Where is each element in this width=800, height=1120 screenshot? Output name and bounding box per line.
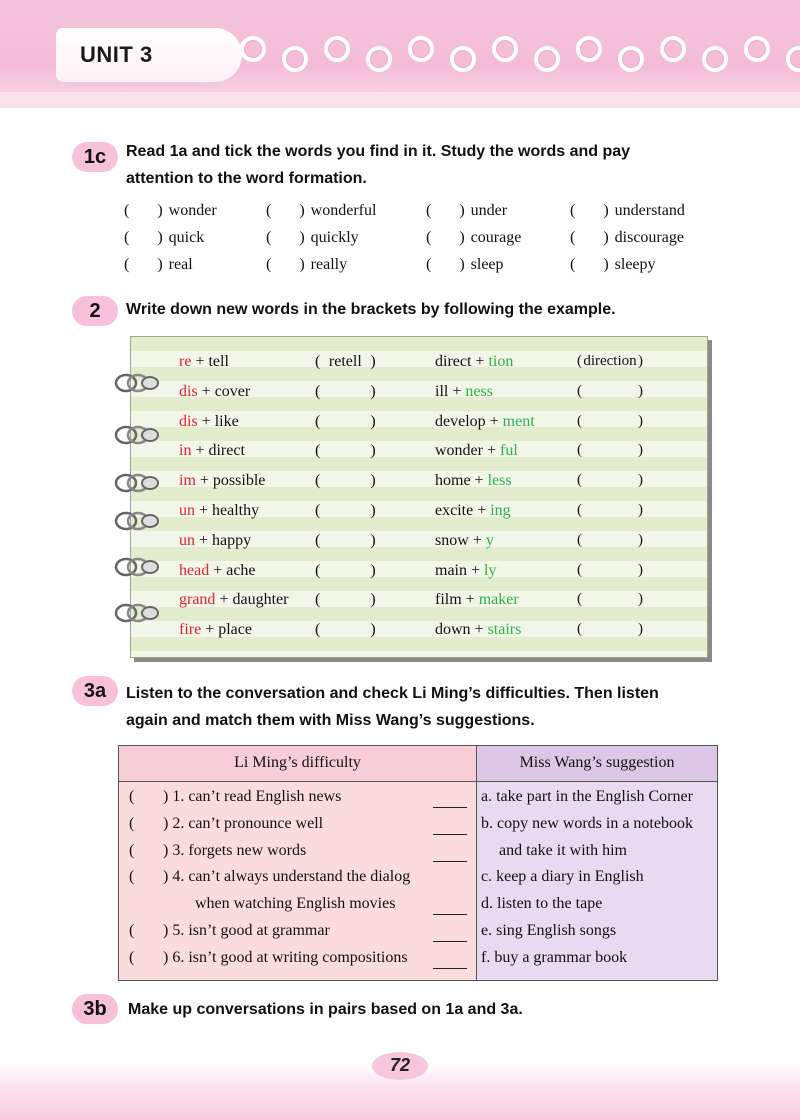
answer-bracket-left[interactable] — [315, 621, 383, 639]
notebook-row — [131, 617, 709, 647]
root: direct + — [435, 353, 489, 370]
close-bracket: ) — [638, 502, 643, 518]
matching-table — [118, 745, 718, 981]
close-bracket: ) — [299, 202, 305, 219]
page-number: 72 — [389, 1055, 411, 1075]
open-bracket: ( — [266, 229, 272, 246]
answer-bracket-left[interactable] — [315, 562, 383, 580]
suggestion-text: f. buy a grammar book — [481, 948, 628, 966]
answer-bracket-left[interactable] — [315, 383, 383, 401]
prefix: un — [179, 531, 195, 549]
unit-title: UNIT 3 — [80, 42, 153, 67]
instruction-3a — [126, 680, 726, 734]
word-item[interactable] — [426, 256, 504, 274]
open-bracket: ( — [315, 502, 321, 519]
word-text: quick — [168, 229, 205, 246]
prefix: dis — [179, 412, 198, 430]
word-item[interactable] — [570, 202, 685, 220]
root: + place — [201, 621, 252, 639]
open-bracket: ( — [426, 256, 432, 273]
prefix: un — [179, 502, 195, 519]
suffix: ful — [500, 442, 518, 460]
open-bracket: ( — [129, 788, 135, 805]
prefix-word — [179, 413, 239, 431]
notebook-row — [131, 438, 709, 468]
instruction-1c-line1: Read 1a and tick the words you find in it. Study the words and pay — [126, 143, 631, 160]
suggestion-text: e. sing English songs — [481, 922, 617, 939]
prefix-word — [179, 532, 251, 550]
difficulty-header: Li Ming’s difficulty — [234, 754, 361, 771]
word-text: wonder — [168, 202, 217, 219]
close-bracket: ) — [638, 412, 643, 429]
close-bracket: ) — [370, 353, 376, 370]
header-stripe — [0, 92, 800, 108]
answer-text: retell — [328, 353, 362, 370]
badge-1c: 1c — [72, 142, 118, 172]
spiral-ring-icon — [112, 510, 162, 532]
prefix: fire — [179, 621, 202, 639]
difficulty-text: ) 2. can’t pronounce well — [163, 814, 324, 832]
open-bracket: ( — [266, 256, 272, 273]
word-text: quickly — [310, 229, 359, 246]
difficulty-text: ) 4. can’t always understand the dialog — [163, 868, 411, 886]
open-bracket: ( — [129, 841, 135, 859]
word-text: courage — [470, 229, 522, 246]
close-bracket: ) — [638, 382, 643, 399]
close-bracket: ) — [638, 591, 643, 608]
word-text: discourage — [614, 229, 684, 246]
notebook-row — [131, 349, 709, 379]
open-bracket: ( — [315, 531, 321, 549]
difficulty-text: ) 5. isn’t good at grammar — [163, 922, 330, 939]
table-header-left — [119, 746, 477, 782]
suffix-word — [435, 353, 513, 371]
open-bracket: ( — [315, 442, 321, 460]
instruction-2: Write down new words in the brackets by following the example. — [126, 301, 616, 318]
answer-blank[interactable] — [433, 914, 467, 915]
word-item[interactable] — [570, 229, 684, 247]
answer-blank[interactable] — [433, 968, 467, 969]
close-bracket: ) — [370, 591, 376, 609]
open-bracket: ( — [577, 591, 582, 608]
open-bracket: ( — [426, 229, 432, 246]
open-bracket: ( — [315, 353, 321, 370]
suffix: ly — [484, 561, 497, 579]
answer-bracket-right[interactable] — [577, 442, 653, 459]
answer-bracket-left[interactable] — [315, 502, 383, 520]
answer-bracket-right[interactable] — [577, 502, 653, 519]
close-bracket: ) — [370, 472, 376, 490]
word-item[interactable] — [124, 229, 204, 247]
root: + happy — [195, 531, 252, 549]
answer-bracket-left[interactable] — [315, 442, 383, 460]
open-bracket: ( — [129, 948, 135, 966]
notebook-row — [131, 498, 709, 528]
root: develop + — [435, 412, 503, 430]
word-text: real — [168, 256, 193, 273]
answer-blank[interactable] — [433, 834, 467, 835]
root: ill + — [435, 382, 466, 400]
notebook-row — [131, 409, 709, 439]
close-bracket: ) — [157, 256, 163, 273]
prefix: dis — [179, 382, 198, 400]
instruction-3b: Make up conversations in pairs based on 1a and 3a. — [128, 1001, 523, 1018]
difficulty-column — [119, 782, 477, 980]
root: + like — [197, 412, 239, 430]
close-bracket: ) — [603, 256, 609, 273]
suffix-word — [435, 502, 511, 520]
notebook-row — [131, 379, 709, 409]
suffix-word — [435, 442, 518, 460]
open-bracket: ( — [315, 591, 321, 609]
close-bracket: ) — [459, 256, 465, 273]
ring-decoration — [576, 36, 602, 62]
close-bracket: ) — [603, 229, 609, 246]
close-bracket: ) — [299, 256, 305, 273]
close-bracket: ) — [370, 442, 376, 460]
close-bracket: ) — [638, 531, 643, 548]
close-bracket: ) — [459, 202, 465, 219]
word-item[interactable] — [570, 256, 656, 274]
open-bracket: ( — [129, 922, 135, 939]
suffix: y — [485, 531, 494, 549]
prefix-word — [179, 591, 288, 609]
open-bracket: ( — [577, 561, 582, 578]
suggestion-text: c. keep a diary in English — [481, 868, 644, 886]
notebook-row — [131, 468, 709, 498]
badge-3a: 3a — [72, 676, 118, 706]
answer-bracket-left[interactable] — [315, 353, 383, 371]
table-header-right — [477, 746, 717, 782]
answer-bracket-right[interactable] — [577, 532, 653, 549]
close-bracket: ) — [370, 412, 376, 430]
ring-decoration — [282, 46, 308, 72]
close-bracket: ) — [299, 229, 305, 246]
suffix: ment — [502, 412, 535, 430]
root: + tell — [191, 353, 229, 370]
close-bracket: ) — [638, 561, 643, 578]
difficulty-text: ) 6. isn’t good at writing compositions — [163, 948, 408, 966]
word-row — [124, 256, 724, 282]
word-formation-notebook — [130, 336, 708, 658]
close-bracket: ) — [370, 561, 376, 579]
answer-bracket-right[interactable] — [577, 621, 653, 638]
root: snow + — [435, 531, 486, 549]
spiral-ring-icon — [112, 556, 162, 578]
close-bracket: ) — [638, 472, 643, 489]
answer-bracket-right[interactable] — [577, 562, 653, 579]
root: excite + — [435, 502, 491, 519]
spiral-ring-icon — [112, 372, 162, 394]
suggestion-text: b. copy new words in a notebook — [481, 814, 693, 832]
open-bracket: ( — [577, 353, 582, 369]
root: down + — [435, 621, 488, 639]
close-bracket: ) — [638, 353, 643, 369]
open-bracket: ( — [577, 442, 582, 459]
open-bracket: ( — [426, 202, 432, 219]
close-bracket: ) — [370, 502, 376, 519]
root: + daughter — [215, 591, 289, 609]
ring-decoration — [744, 36, 770, 62]
suffix: ness — [465, 382, 493, 400]
ring-decoration — [786, 46, 800, 72]
close-bracket: ) — [370, 382, 376, 400]
answer-bracket-left[interactable] — [315, 472, 383, 490]
close-bracket: ) — [603, 202, 609, 219]
suggestion-text: a. take part in the English Corner — [481, 788, 693, 805]
close-bracket: ) — [638, 621, 643, 638]
answer-bracket-left[interactable] — [315, 532, 383, 550]
word-item[interactable] — [124, 202, 217, 220]
prefix-word — [179, 562, 256, 580]
word-text: understand — [614, 202, 685, 219]
open-bracket: ( — [570, 256, 576, 273]
open-bracket: ( — [315, 561, 321, 579]
word-text: under — [470, 202, 508, 219]
prefix-word — [179, 442, 245, 460]
word-item[interactable] — [266, 256, 347, 274]
open-bracket: ( — [124, 229, 130, 246]
ring-decoration — [408, 36, 434, 62]
open-bracket: ( — [570, 202, 576, 219]
ring-decoration — [618, 46, 644, 72]
root: wonder + — [435, 442, 501, 460]
suffix: stairs — [487, 621, 522, 639]
open-bracket: ( — [124, 202, 130, 219]
prefix-word — [179, 383, 250, 401]
word-item[interactable] — [426, 202, 507, 220]
open-bracket: ( — [315, 472, 321, 490]
badge-2: 2 — [72, 296, 118, 326]
word-text: really — [310, 256, 348, 273]
suffix: maker — [478, 591, 519, 609]
answer-bracket-right[interactable] — [577, 472, 653, 489]
suggestion-column — [477, 782, 717, 980]
ring-decoration — [240, 36, 266, 62]
spiral-ring-icon — [112, 424, 162, 446]
difficulty-text: ) 3. forgets new words — [163, 841, 307, 859]
prefix-word — [179, 502, 259, 520]
answer-blank[interactable] — [433, 807, 467, 808]
open-bracket: ( — [577, 382, 582, 399]
suffix-word — [435, 591, 519, 609]
prefix-word — [179, 353, 229, 371]
answer-bracket-right[interactable] — [577, 383, 653, 400]
suffix-word — [435, 472, 512, 490]
open-bracket: ( — [266, 202, 272, 219]
word-item[interactable] — [124, 256, 193, 274]
open-bracket: ( — [577, 502, 582, 518]
ring-decoration — [702, 46, 728, 72]
decorative-rings — [240, 36, 800, 76]
root: + healthy — [195, 502, 260, 519]
open-bracket: ( — [129, 868, 135, 886]
close-bracket: ) — [157, 202, 163, 219]
suggestion-text: d. listen to the tape — [481, 895, 603, 913]
spiral-ring-icon — [112, 602, 162, 624]
word-item[interactable] — [266, 202, 376, 220]
answer-bracket-right[interactable] — [577, 353, 653, 370]
notebook-row — [131, 558, 709, 588]
answer-bracket-right[interactable] — [577, 413, 653, 430]
word-row — [124, 202, 724, 228]
open-bracket: ( — [577, 412, 582, 429]
instruction-1c-line2: attention to the word formation. — [126, 170, 367, 187]
suffix-word — [435, 621, 521, 639]
close-bracket: ) — [370, 531, 376, 549]
open-bracket: ( — [570, 229, 576, 246]
word-text: sleepy — [614, 256, 656, 273]
suffix-word — [435, 413, 535, 431]
answer-bracket-left[interactable] — [315, 591, 383, 609]
prefix: head — [179, 561, 210, 579]
ring-decoration — [660, 36, 686, 62]
open-bracket: ( — [129, 814, 135, 832]
ring-decoration — [492, 36, 518, 62]
prefix: grand — [179, 591, 216, 609]
close-bracket: ) — [459, 229, 465, 246]
open-bracket: ( — [577, 531, 582, 548]
open-bracket: ( — [124, 256, 130, 273]
root: + ache — [209, 561, 256, 579]
difficulty-text: ) 1. can’t read English news — [163, 788, 342, 805]
ring-decoration — [534, 46, 560, 72]
suffix: ing — [490, 502, 511, 519]
ring-decoration — [324, 36, 350, 62]
badge-3b: 3b — [72, 994, 118, 1024]
instruction-3a-line2: again and match them with Miss Wang’s suggestions. — [126, 712, 535, 729]
notebook-row — [131, 528, 709, 558]
suffix-word — [435, 562, 496, 580]
close-bracket: ) — [370, 621, 376, 639]
answer-text: direction — [583, 353, 637, 369]
open-bracket: ( — [577, 621, 582, 638]
spiral-ring-icon — [112, 472, 162, 494]
suggestion-text: and take it with him — [499, 841, 627, 859]
close-bracket: ) — [157, 229, 163, 246]
word-item[interactable] — [426, 229, 521, 247]
answer-blank[interactable] — [433, 941, 467, 942]
instruction-1c — [126, 138, 726, 192]
word-row — [124, 229, 724, 255]
ring-decoration — [450, 46, 476, 72]
prefix: in — [179, 442, 192, 460]
notebook-row — [131, 587, 709, 617]
suffix-word — [435, 532, 494, 550]
root: home + — [435, 472, 488, 490]
answer-bracket-right[interactable] — [577, 591, 653, 608]
open-bracket: ( — [577, 472, 582, 489]
difficulty-text-cont: when watching English movies — [195, 895, 396, 913]
root: film + — [435, 591, 479, 609]
suffix: less — [487, 472, 512, 490]
root: + possible — [195, 472, 266, 490]
open-bracket: ( — [315, 412, 321, 430]
root: main + — [435, 561, 485, 579]
suffix: tion — [488, 353, 514, 370]
prefix-word — [179, 621, 252, 639]
word-text: sleep — [470, 256, 504, 273]
close-bracket: ) — [638, 442, 643, 459]
root: + cover — [197, 382, 251, 400]
ring-decoration — [366, 46, 392, 72]
word-item[interactable] — [266, 229, 359, 247]
prefix: im — [179, 472, 196, 490]
instruction-3a-line1: Listen to the conversation and check Li Ming’s difficulties. Then listen — [126, 685, 659, 702]
open-bracket: ( — [315, 621, 321, 639]
suggestion-header: Miss Wang’s suggestion — [519, 754, 675, 771]
word-text: wonderful — [310, 202, 377, 219]
answer-bracket-left[interactable] — [315, 413, 383, 431]
root: + direct — [191, 442, 245, 460]
suffix-word — [435, 383, 493, 401]
answer-blank[interactable] — [433, 861, 467, 862]
prefix-word — [179, 472, 265, 490]
open-bracket: ( — [315, 382, 321, 400]
prefix: re — [179, 353, 192, 370]
